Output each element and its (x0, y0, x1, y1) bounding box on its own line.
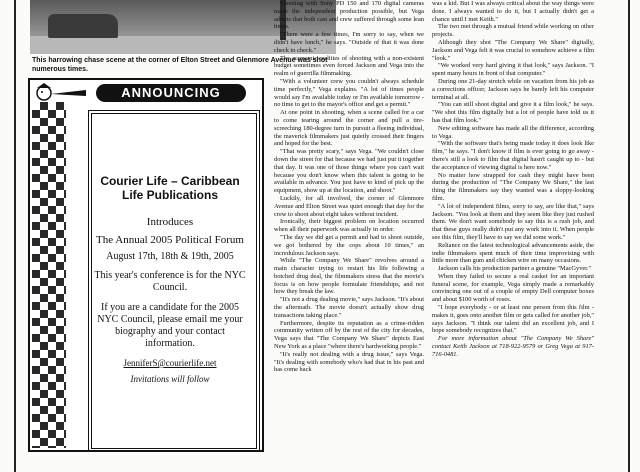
article-column-right (432, 0, 594, 359)
paragraph: "There were a few times, I'm sorry to say, when we didn't have lunch," he says. "Outside of that it was done check to check." (274, 31, 424, 54)
left-border-rule (14, 0, 16, 472)
announcement-ad (28, 78, 264, 452)
paragraph: "I hope everybody - or at least one person from this film - makes it, goes onto another film or gets called for another job," says Jackson. "I think our talent did an excellent job, and I hope somebody recognizes that." (432, 304, 594, 335)
ad-event-title: The Annual 2005 Political Forum (96, 234, 244, 246)
paragraph: While "The Company We Share" revolves around a main character trying to restart his life following a botched drug deal, the filmmakers stress that the movie's focus is on how people formulate friendships, and not how they break the law. (274, 257, 424, 296)
paragraph: Ironically, their biggest problem on location occurred when all their paperwork was actually in order. (274, 218, 424, 234)
paragraph: "With a volunteer crew you couldn't always schedule time perfectly," Vega explains. "A lot of times people would say I'm available today or I'm available tomorrow - no time to get to the mayor's office and get a permit." (274, 77, 424, 109)
ad-candidate-note: If you are a candidate for the 2005 NYC Council, please email me your biography and your contact information. (97, 302, 243, 349)
paragraph: Shooting with Sony PD 150 and 170 digital cameras made the independent production possible, but Vega admits that both cast and crew suffered through some lean times. (274, 0, 424, 31)
paragraph: Jackson calls his production partner a genuine "MacGyver." (438, 265, 592, 273)
paragraph: was a kid. But I was always critical about the way things were done. I always wanted to do it, but I actually didn't get a chance until I met Keith." (432, 0, 594, 23)
paragraph: Reliance on the latest technological advancements aside, the indie filmmakers spent much of their time improvising with little more than gum and chicken wire on many occasions. (432, 241, 594, 265)
paragraph: "It's not a drug dealing movie," says Jackson. "It's about the aftermath. The movie doesn't actually show drug transactions taking place." (274, 296, 424, 319)
paragraph: "You can still shoot digital and give it a film look," he says. "We shot this film digitally but a lot of people have told us it has that film look." (432, 101, 594, 124)
paragraph: When they failed to secure a real casket for an important funeral scene, for example, Vega simply made a remarkably convincing one out of a couple of empty Dell computer boxes and about $100 worth of roses. (432, 272, 594, 304)
announcing-banner (96, 84, 246, 102)
article-column-middle (274, 0, 424, 374)
paragraph: New editing software has made all the difference, according to Vega. (432, 124, 594, 140)
ad-email-link[interactable]: JenniferS@courierlife.net (123, 358, 217, 368)
ad-dates: August 17th, 18th & 19th, 2005 (106, 251, 234, 262)
right-border-rule (628, 0, 630, 472)
harlequin-pattern (32, 102, 66, 448)
paragraph: "A lot of independent films, sorry to say, are like that," says Jackson. "You look at them and they seem like they just rushed them. We don't want somebody to say this is a rush job, and that these guys really didn't put any work into it. When people see this film, they'll have to say we did some work." (432, 202, 594, 241)
photo-caption: This harrowing chase scene at the corner of Elton Street and Glenmore Avenue was shot numerous times. (32, 57, 328, 73)
ad-publisher: Courier Life – Caribbean Life Publications (100, 174, 240, 202)
photo-car (48, 14, 118, 38)
banner-text: ANNOUNCING (121, 85, 221, 100)
paragraph: For more information about "The Company We Share" contact Keith Jackson at 718-922-9579 or Greg Vega at 917-716-0481. (432, 335, 594, 358)
paragraph: At one point in shooting, when a scene called for a car to come tearing around the corner and pull a tire-screeching 180-degree turn in pursuit a fleeing individual, the maverick filmmakers just quietly crossed their fingers and hoped for the best. (274, 109, 424, 148)
paragraph: "That was pretty scary," says Vega. "We couldn't close down the street for that because we had just put it together that day. It was one of those things where you can't wait because you don't know when this talent is going to be available in advance. You just have to kind of pick up the equipment, show up at the location, and shoot." (274, 148, 424, 195)
paragraph: During one 21-day stretch while on vacation from his job as a corrections officer, Jackson says he barely left his computer terminal at all. (432, 77, 594, 101)
paragraph: "We worked very hard giving it that look," says Jackson. "I spent many hours in front of that computer." (432, 62, 594, 78)
ad-introduces: Introduces (146, 216, 194, 228)
paragraph: Although they shot "The Company We Share" digitally, Jackson and Vega felt it was crucial to somehow achieve a film "look." (432, 38, 594, 62)
paragraph: "It's really not dealing with a drug issue," says Vega. "It's dealing with somebody who's had that in his past and has come back (274, 350, 424, 374)
ad-conference: This year's conference is for the NYC Council. (94, 270, 246, 293)
paragraph: The economic realities of shooting with a non-existent budget sometimes even forced Jackson and Vega into the realm of guerrilla filmmaking. (274, 54, 424, 78)
paragraph: Furthermore, despite its reputation as a crime-ridden community written off by the rest of the city for decades, Vega says that "The Company We Share" depicts East New York as a place "where there's hardworking people." (274, 319, 424, 351)
paragraph: "With the software that's being made today it does look like film," he says. "I don't know if film is ever going to go away - there's still a look to film that digital hasn't caught up to - but the acceptance of viewing digital is here now." (432, 140, 594, 171)
paragraph: Luckily, for all involved, the corner of Glenmore Avenue and Elton Street was quiet enough that day for the crew to shoot about eight takes without incident. (274, 194, 424, 218)
jester-icon (34, 82, 88, 104)
ad-follow: Invitations will follow (130, 374, 210, 384)
paragraph: No matter how strapped for cash they might have been during the production of "The Company We Share," the last thing the filmmakers say they wanted was a sloppy-looking film. (432, 171, 594, 202)
paragraph: "The day we did get a permit and had to shoot outside, we got bothered by the cops about 10 times," an incredulous Jackson says. (274, 233, 424, 257)
ad-content (92, 116, 248, 384)
paragraph: The two met through a mutual friend while working on other projects. (432, 23, 594, 39)
